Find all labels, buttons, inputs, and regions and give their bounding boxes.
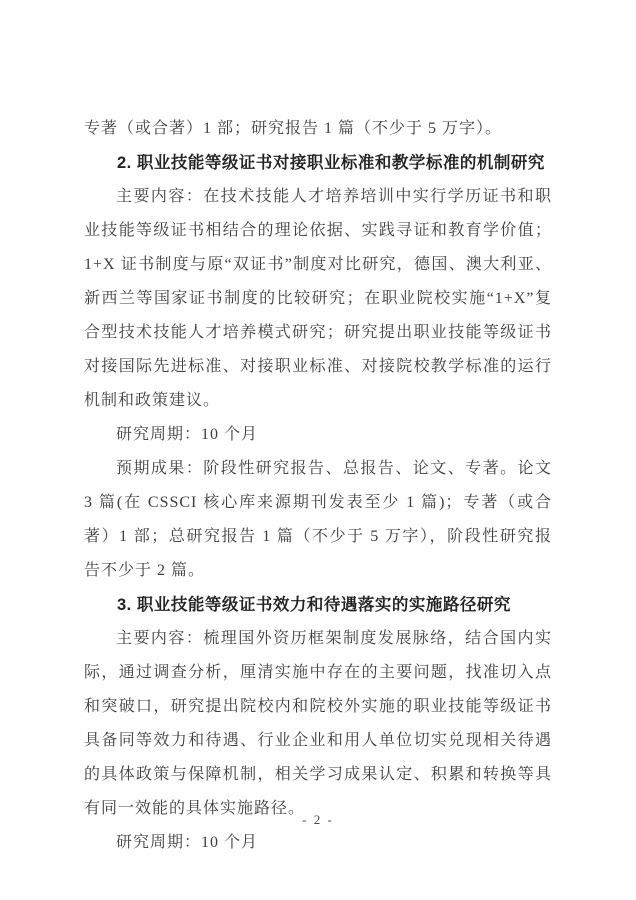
continuation-paragraph: 专著（或合著）1 部；研究报告 1 篇（不少于 5 万字）。 <box>84 120 503 137</box>
paragraph-research-period-2: 研究周期：10 个月 <box>116 426 259 443</box>
paragraph-research-period-3: 研究周期：10 个月 <box>116 834 259 851</box>
paragraph-main-content-3: 主要内容：梳理国外资历框架制度发展脉络，结合国内实际，通过调查分析，厘清实施中存在的主要问题，找准切入点和突破口，研究提出院校内和院校外实施的职业技能等级证书具备同等效力和待遇、行业企业和用人单位切实兑现相关待遇的具体政策与保障机制，相关学习成果认定、积累和转换等具有同一效能的具体实施路径。 <box>84 630 552 817</box>
section-heading-2: 2. 职业技能等级证书对接职业标准和教学标准的机制研究 <box>117 154 545 172</box>
section-heading-3: 3. 职业技能等级证书效力和待遇落实的实施路径研究 <box>117 596 511 614</box>
paragraph-main-content-2: 主要内容：在技术技能人才培养培训中实行学历证书和职业技能等级证书相结合的理论依据、实践寻证和教育学价值；1+X 证书制度与原“双证书”制度对比研究，德国、澳大利亚、新西兰等国家证书制度的比较研究；在职业院校实施“1+X”复合型技术技能人才培养模式研究；研究提出职业技能等级证书对接国际先进标准、对接职业标准、对接院校教学标准的运行机制和政策建议。 <box>84 188 552 409</box>
paragraph-expected-results-2: 预期成果：阶段性研究报告、总报告、论文、专著。论文 3 篇(在 CSSCI 核心库来源期刊发表至少 1 篇)；专著（或合著）1 部；总研究报告 1 篇（不少于 5 万字），阶段性研究报告不少于 2 篇。 <box>84 460 552 579</box>
document-body <box>84 112 552 860</box>
page-number: - 2 - <box>302 812 334 827</box>
